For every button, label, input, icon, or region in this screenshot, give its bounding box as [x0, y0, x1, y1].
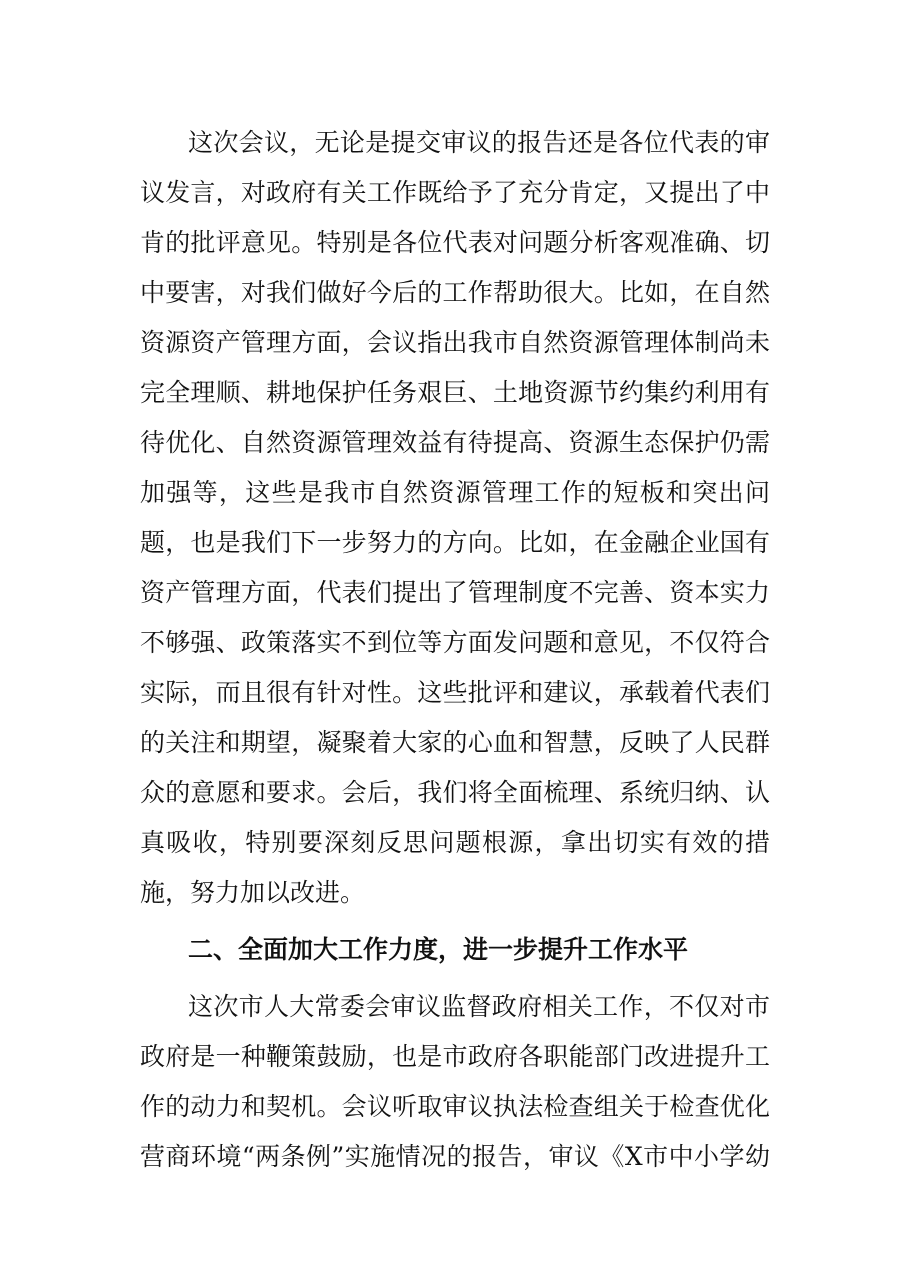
- paragraph-1-line-8: 加强等，这些是我市自然资源管理工作的短板和突出问: [140, 478, 770, 507]
- paragraph-2-line-3: 作的动力和契机。会议听取审议执法检查组关于检查优化: [140, 1092, 770, 1121]
- paragraph-1-line-16: 施，努力加以改进。: [140, 878, 366, 907]
- paragraph-1-line-9: 题，也是我们下一步努力的方向。比如，在金融企业国有: [140, 528, 770, 557]
- paragraph-1-line-13: 的关注和期望，凝聚着大家的心血和智慧，反映了人民群: [140, 728, 770, 757]
- paragraph-1-line-6: 完全理顺、耕地保护任务艰巨、土地资源节约集约利用有: [140, 378, 770, 407]
- paragraph-1-line-7: 待优化、自然资源管理效益有待提高、资源生态保护仍需: [140, 428, 770, 457]
- paragraph-1-line-5: 资源资产管理方面，会议指出我市自然资源管理体制尚未: [140, 328, 770, 357]
- paragraph-1-line-3: 肯的批评意见。特别是各位代表对问题分析客观准确、切: [140, 228, 770, 257]
- paragraph-2-line-4: 营商环境“两条例”实施情况的报告，审议《X市中小学幼: [140, 1142, 770, 1171]
- section-heading: 二、全面加大工作力度，进一步提升工作水平: [188, 935, 689, 964]
- paragraph-1-line-1: 这次会议，无论是提交审议的报告还是各位代表的审: [188, 128, 770, 157]
- paragraph-2-line-2: 政府是一种鞭策鼓励，也是市政府各职能部门改进提升工: [140, 1042, 770, 1071]
- paragraph-1-line-4: 中要害，对我们做好今后的工作帮助很大。比如，在自然: [140, 278, 770, 307]
- paragraph-1-line-10: 资产管理方面，代表们提出了管理制度不完善、资本实力: [140, 578, 770, 607]
- paragraph-1-line-14: 众的意愿和要求。会后，我们将全面梳理、系统归纳、认: [140, 778, 770, 807]
- paragraph-1-line-11: 不够强、政策落实不到位等方面发问题和意见，不仅符合: [140, 628, 770, 657]
- paragraph-1-line-15: 真吸收，特别要深刻反思问题根源，拿出切实有效的措: [140, 828, 770, 857]
- paragraph-1-line-2: 议发言，对政府有关工作既给予了充分肯定，又提出了中: [140, 178, 770, 207]
- paragraph-1-line-12: 实际，而且很有针对性。这些批评和建议，承载着代表们: [140, 678, 770, 707]
- paragraph-2-line-1: 这次市人大常委会审议监督政府相关工作，不仅对市: [188, 992, 770, 1021]
